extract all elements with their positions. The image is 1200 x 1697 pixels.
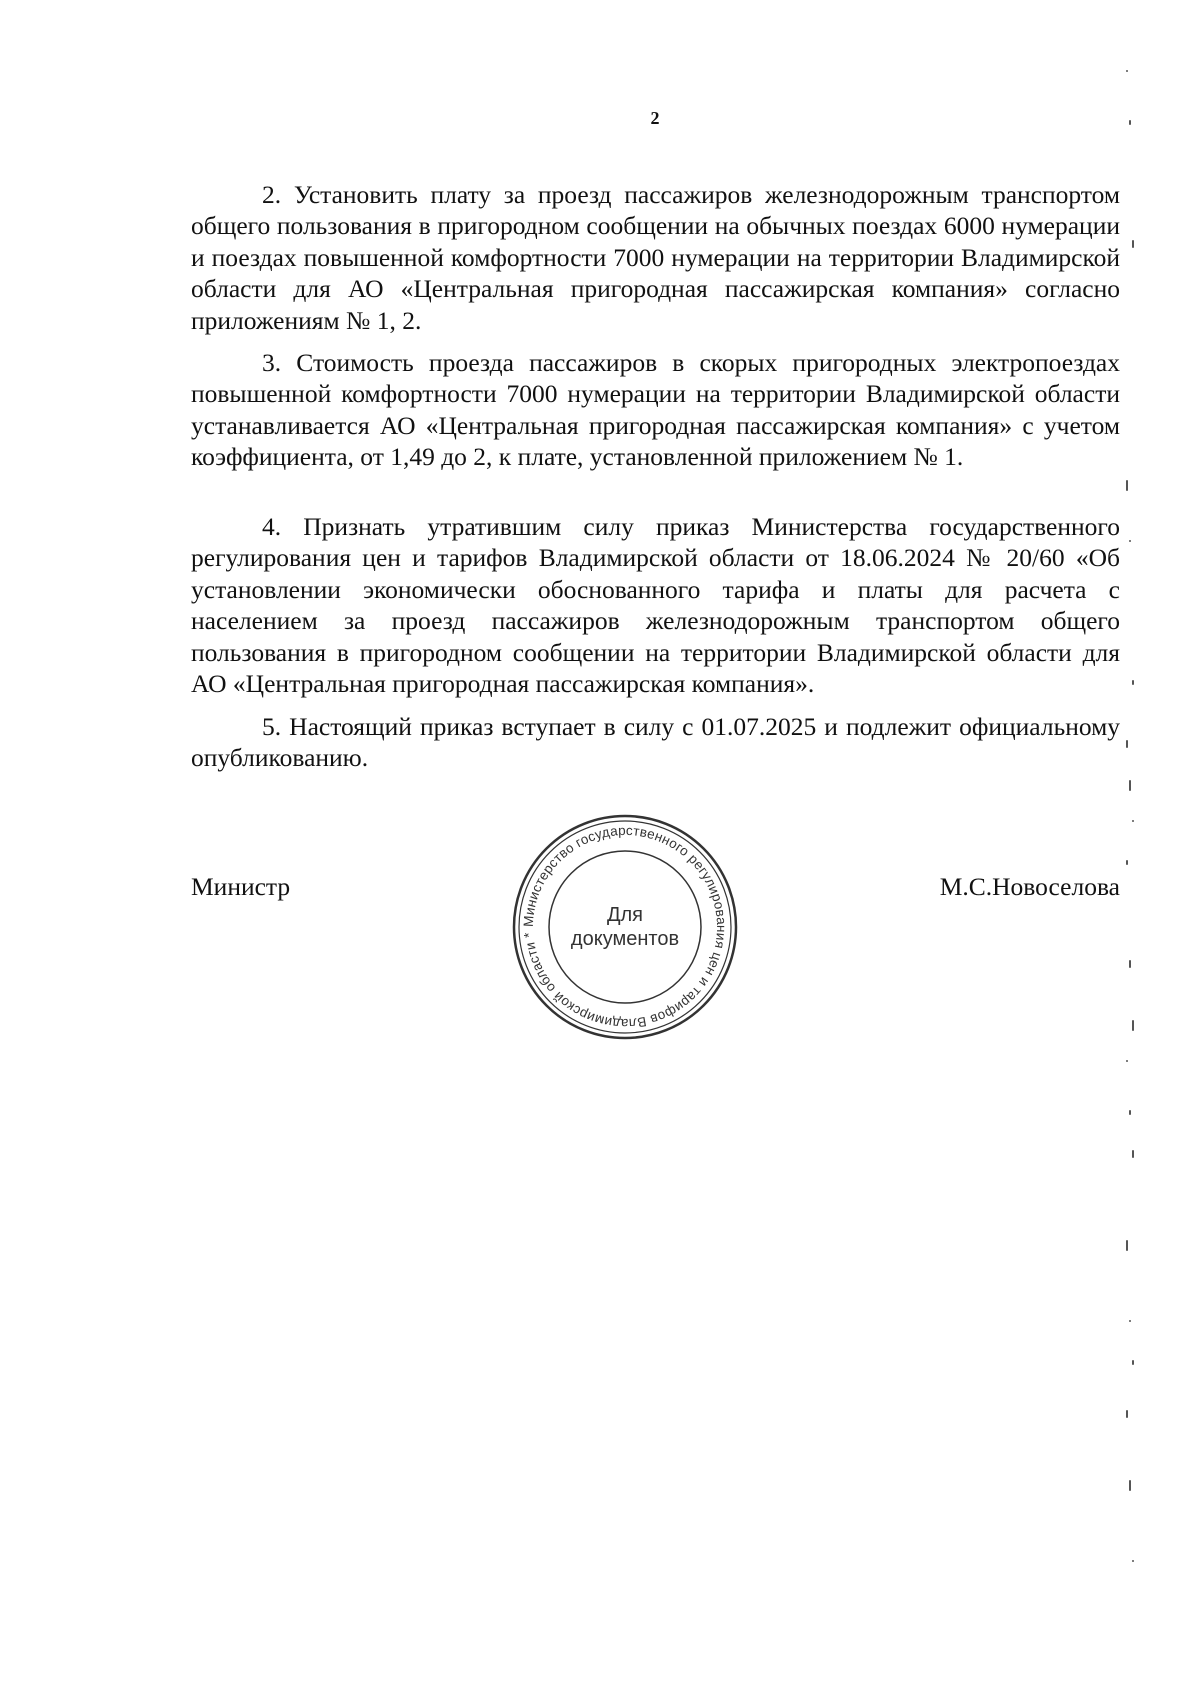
paragraph-3: 3. Стоимость проезда пассажиров в скорых пригородных электропоездах повышенной комфортности 7000 нумерации на территории Владимирской области устанавливается АО «Центральная пригородная пассажирская компания» с учетом коэффициента, от 1,49 до 2, к плате, установленной приложением № 1.: [191, 347, 1120, 471]
paragraph-2: 2. Установить плату за проезд пассажиров железнодорожным транспортом общего пользования в пригородном сообщении на обычных поездах 6000 нумерации и поездах повышенной комфортности 7000 нумерации на территории Владимирской области для АО «Центральная пригородная пассажирская компания» согласно приложениям № 1, 2.: [191, 179, 1120, 335]
stamp-ring-text: Министерство государственного регулирования цен и тарифов Владимирской области *: [520, 822, 730, 1032]
scan-speck: [1132, 680, 1134, 685]
page-number: 2: [650, 108, 660, 128]
signature-title: Министр: [191, 872, 291, 901]
scan-speck: [1126, 860, 1128, 865]
scan-speck: [1129, 1110, 1131, 1115]
scan-edge-marks: [1126, 60, 1140, 1620]
scan-speck: [1132, 1560, 1134, 1562]
scan-speck: [1132, 240, 1134, 248]
scan-speck: [1129, 960, 1131, 968]
paragraph-4: 4. Признать утратившим силу приказ Министерства государственного регулирования цен и тарифов Владимирской области от 18.06.2024 № 20/60 «Об установлении экономически обоснованного тарифа и платы для расчета с населением за проезд пассажиров железнодорожным транспортом общего пользования в пригородном сообщении на территории Владимирской области для АО «Центральная пригородная пассажирская компания».: [191, 511, 1120, 698]
scan-speck: [1129, 120, 1131, 125]
paragraph-5: 5. Настоящий приказ вступает в силу с 01.07.2025 и подлежит официальному опубликованию.: [191, 711, 1120, 772]
scan-speck: [1132, 1150, 1134, 1158]
scan-speck: [1129, 780, 1131, 791]
scan-speck: [1126, 480, 1128, 491]
scan-speck: [1129, 540, 1131, 542]
scan-speck: [1132, 1020, 1134, 1031]
scan-speck: [1126, 1060, 1128, 1062]
scan-speck: [1126, 1240, 1128, 1251]
scan-speck: [1132, 820, 1134, 822]
scan-speck: [1129, 1480, 1131, 1491]
official-stamp: [510, 812, 740, 1042]
stamp-center-line-2: документов: [570, 928, 680, 950]
scan-speck: [1126, 70, 1128, 72]
stamp-center-line-1: Для: [606, 904, 644, 926]
signature-name: М.С.Новоселова: [939, 872, 1120, 901]
scan-speck: [1129, 1320, 1131, 1322]
scan-speck: [1132, 1360, 1134, 1365]
scan-speck: [1126, 1410, 1128, 1418]
scan-speck: [1126, 740, 1128, 748]
